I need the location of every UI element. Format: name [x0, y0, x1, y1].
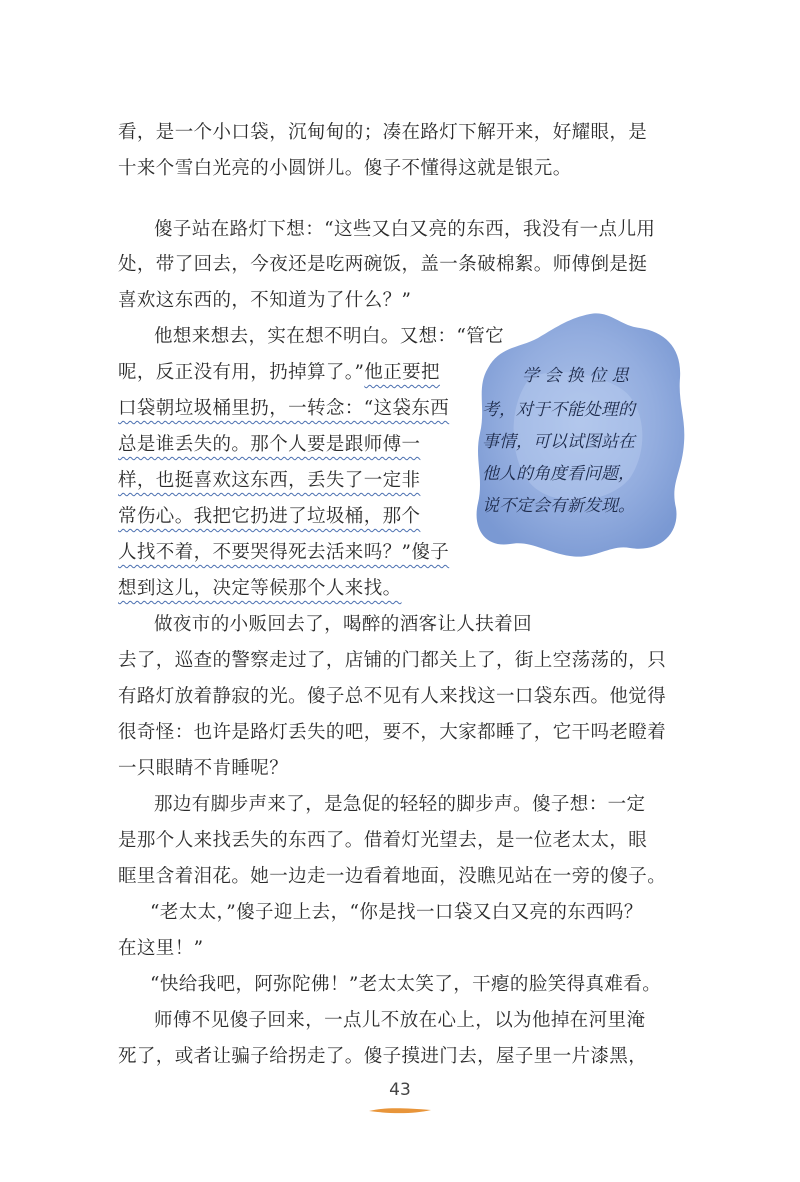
body-line: 十来个雪白光亮的小圆饼儿。傻子不懂得这就是银元。	[118, 158, 572, 179]
body-line: “老太太，”傻子迎上去，“你是找一口袋又白又亮的东西吗？	[150, 902, 643, 923]
body-line: 看，是一个小口袋，沉甸甸的；凑在路灯下解开来，好耀眼，是	[118, 122, 648, 143]
body-line: 很奇怪：也许是路灯丢失的吧，要不，大家都睡了，它干吗老瞪着	[118, 722, 667, 743]
side-note-line-3: 事情，可以试图站在	[482, 432, 635, 452]
underlined-line: 总是谁丢失的。那个人要是跟师傅一	[118, 434, 421, 455]
page-number: 43	[389, 1080, 411, 1100]
side-note-line-4: 他人的角度看问题，	[482, 464, 635, 484]
body-line: 傻子站在路灯下想：“这些又白又亮的东西，我没有一点儿用	[154, 219, 656, 240]
body-line: 处，带了回去，今夜还是吃两碗饭，盖一条破棉絮。师傅倒是挺	[118, 254, 648, 275]
body-line: 师傅不见傻子回来，一点儿不放在心上，以为他掉在河里淹	[154, 1010, 646, 1031]
body-line: 一只眼睛不肯睡呢？	[118, 758, 289, 779]
side-note-line-2: 考，对于不能处理的	[482, 400, 635, 420]
body-line: 有路灯放着静寂的光。傻子总不见有人来找这一口袋东西。他觉得	[118, 686, 667, 707]
side-note-line-1: 学 会 换 位 思	[522, 366, 629, 386]
side-note-line-5: 说不定会有新发现。	[482, 496, 635, 516]
underlined-line: 口袋朝垃圾桶里扔，一转念：“这袋东西	[118, 398, 450, 419]
body-line: 在这里！”	[118, 938, 204, 959]
underlined-text: 他正要把	[364, 362, 440, 383]
underlined-line: 人找不着，不要哭得死去活来吗？”傻子	[118, 542, 450, 563]
body-line: 眶里含着泪花。她一边走一边看着地面，没瞧见站在一旁的傻子。	[118, 866, 667, 887]
body-line: 他想来想去，实在想不明白。又想：“管它	[154, 326, 505, 347]
body-line: 去了，巡查的警察走过了，店铺的门都关上了，街上空荡荡的，只	[118, 650, 667, 671]
body-line-mixed	[118, 360, 440, 386]
body-line: 那边有脚步声来了，是急促的轻轻的脚步声。傻子想：一定	[154, 794, 646, 815]
underlined-line: 常伤心。我把它扔进了垃圾桶，那个	[118, 506, 421, 527]
body-line: 是那个人来找丢失的东西了。借着灯光望去，是一位老太太，眼	[118, 830, 648, 851]
underlined-line: 想到这儿，决定等候那个人来找。	[118, 578, 402, 599]
body-line: 死了，或者让骗子给拐走了。傻子摸进门去，屋子里一片漆黑，	[118, 1046, 648, 1067]
body-line: 喜欢这东西的，不知道为了什么？”	[118, 290, 412, 311]
body-line: “快给我吧，阿弥陀佛！”老太太笑了，干瘪的脸笑得真难看。	[150, 974, 662, 995]
body-text: 呢，反正没有用，扔掉算了。”	[118, 362, 365, 383]
underlined-line: 样，也挺喜欢这东西，丢失了一定非	[118, 470, 421, 491]
body-line: 做夜市的小贩回去了，喝醉的酒客让人扶着回	[154, 614, 533, 635]
page-number-underline	[365, 1104, 435, 1116]
